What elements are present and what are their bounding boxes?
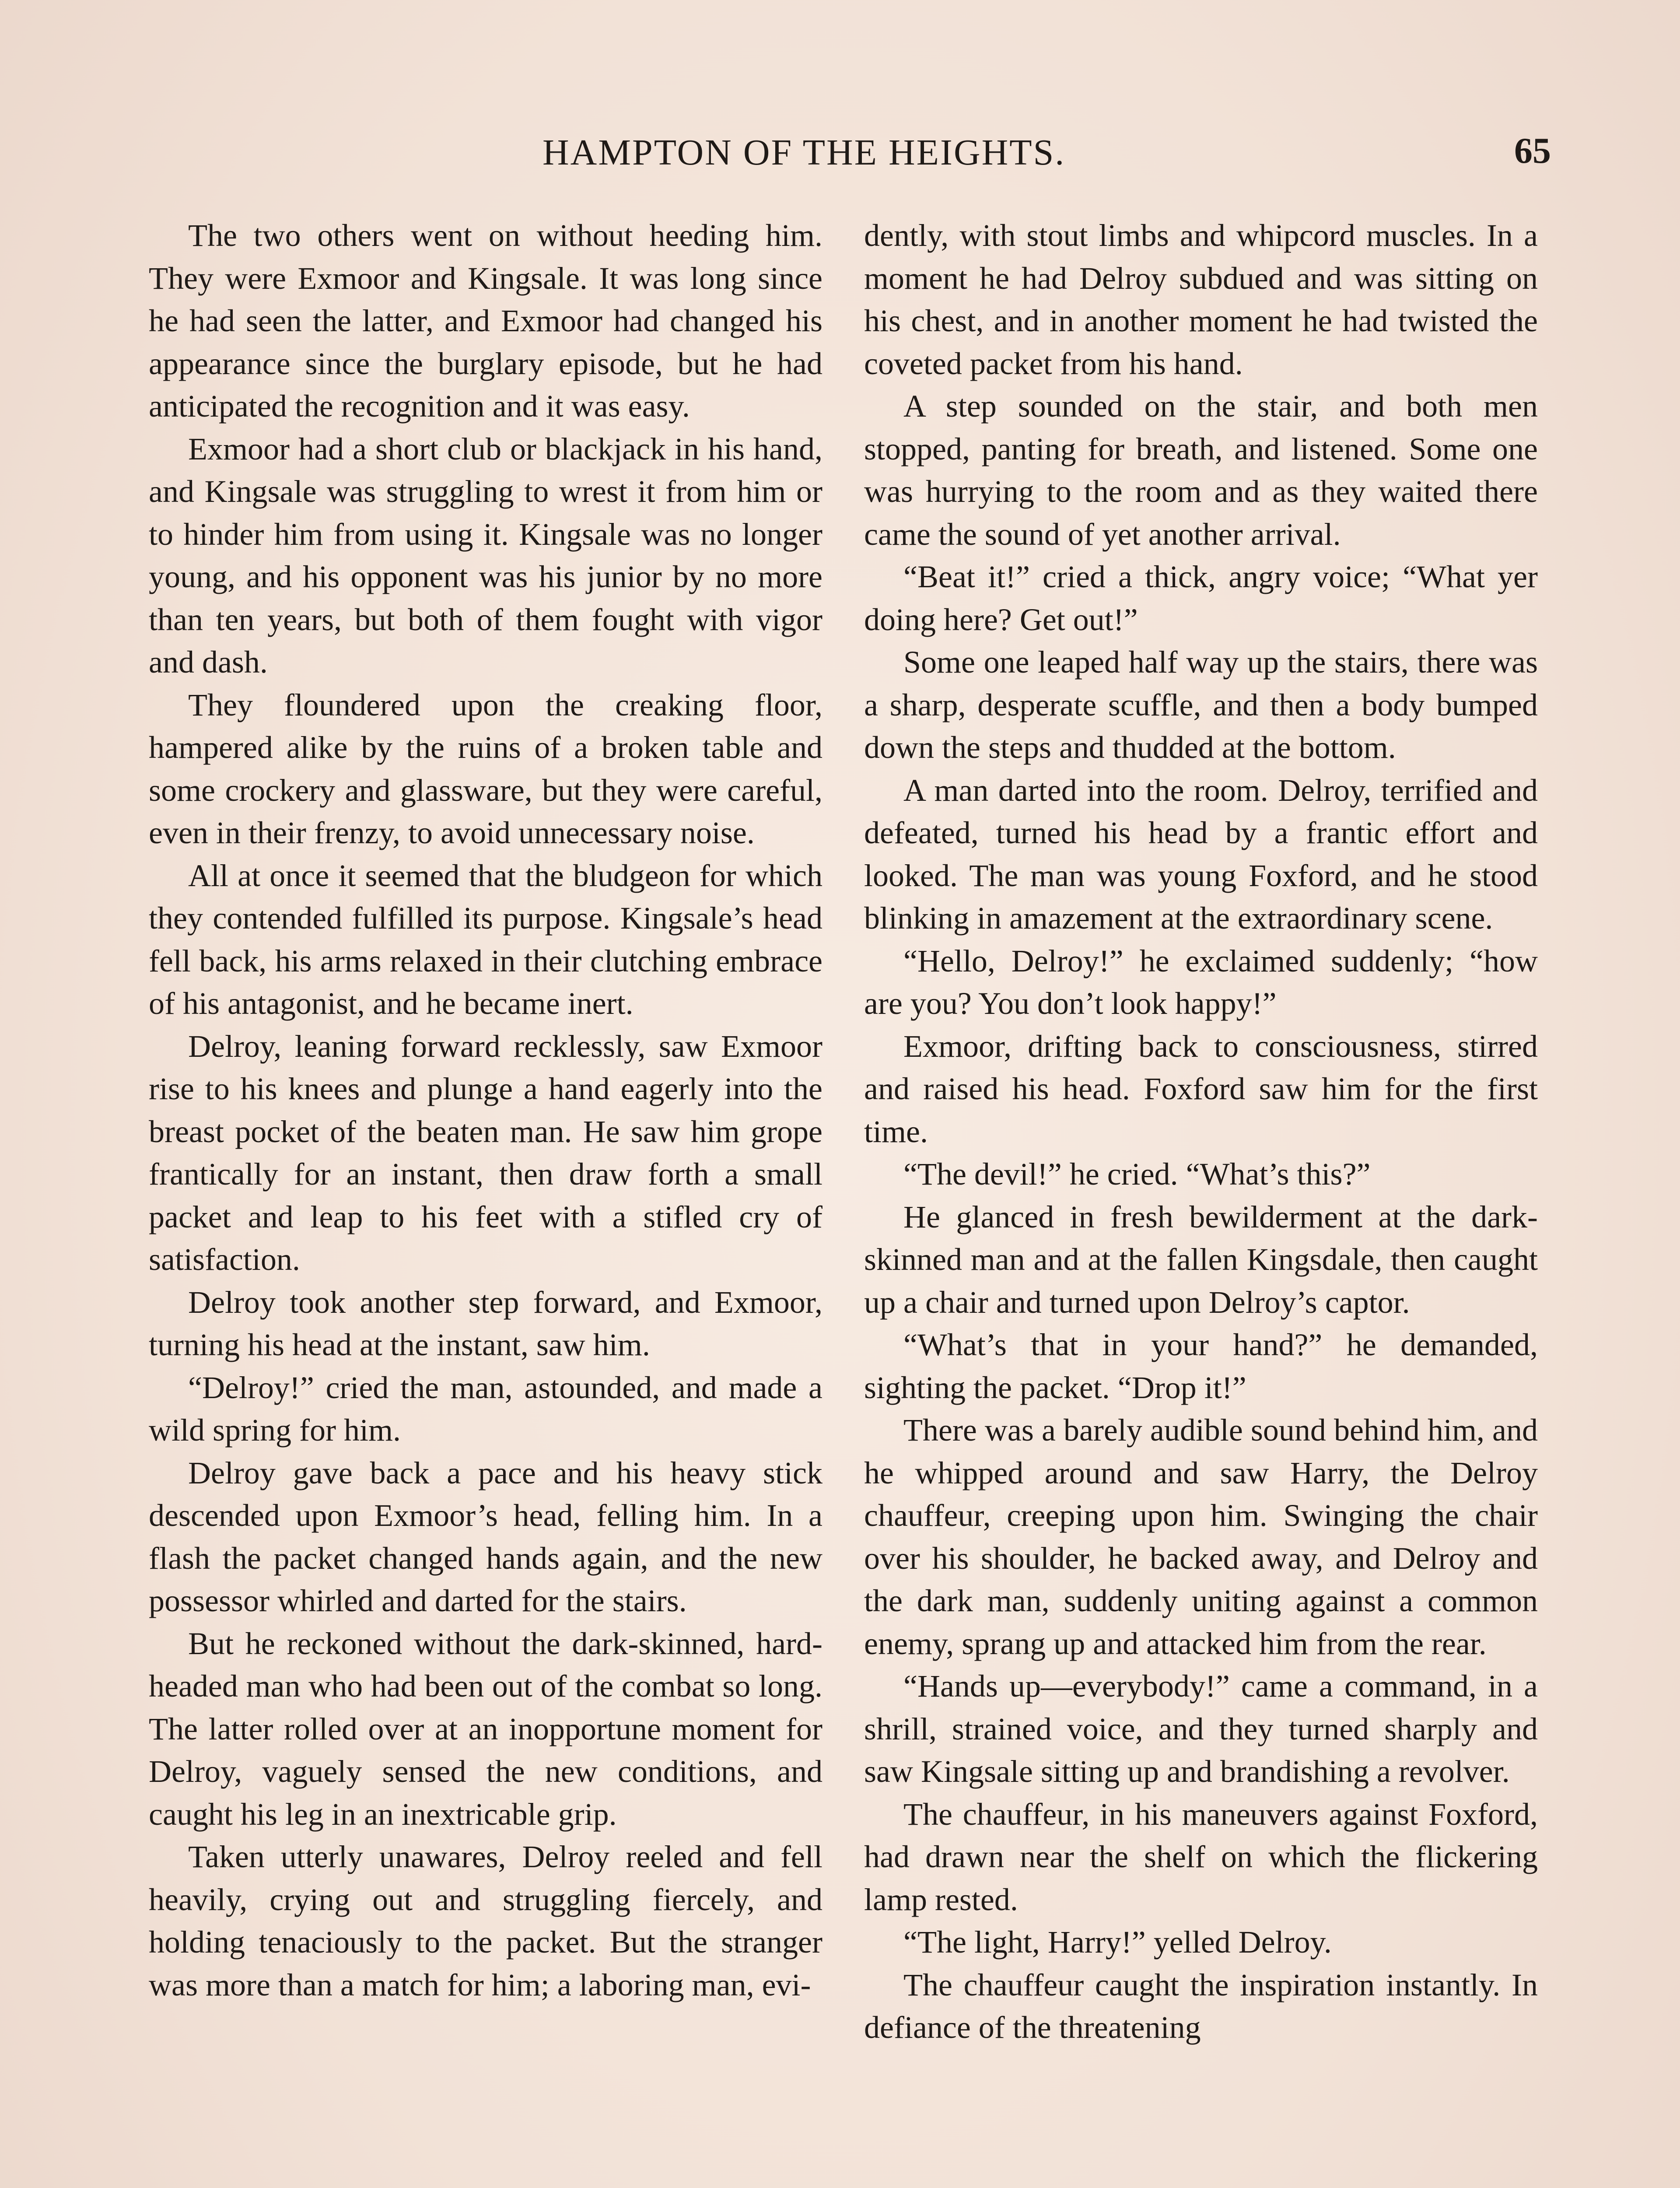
paragraph: “Hello, Delroy!” he exclaimed suddenly; “how are you? You don’t look happy!” — [864, 943, 1538, 1021]
paragraph: The chauffeur caught the inspiration instantly. In defiance of the threatening — [864, 1967, 1538, 2045]
paragraph: “What’s that in your hand?” he demanded, sighting the packet. “Drop it!” — [864, 1327, 1538, 1405]
paragraph: “Hands up—everybody!” came a command, in a shrill, strained voice, and they turned sharply and saw Kingsale sitting up and brandishing a revolver. — [864, 1669, 1538, 1789]
paragraph: But he reckoned without the dark-skinned, hard-headed man who had been out of the combat so long. The latter rolled over at an inopportune moment for Delroy, vaguely sensed the new conditions, and caught his leg in an inextricable grip. — [149, 1626, 822, 1832]
paragraph: Exmoor, drifting back to consciousness, stirred and raised his head. Foxford saw him for the first time. — [864, 1028, 1538, 1149]
paragraph: There was a barely audible sound behind him, and he whipped around and saw Harry, the Delroy chauffeur, creeping upon him. Swinging the chair over his shoulder, he backed away, and Delroy and the dark man, suddenly uniting against a common enemy, sprang up and attacked him from the rear. — [864, 1413, 1538, 1661]
paragraph: Some one leaped half way up the stairs, there was a sharp, desperate scuffle, and then a body bumped down the steps and thudded at the bottom. — [864, 645, 1538, 765]
paragraph: A step sounded on the stair, and both men stopped, panting for breath, and listened. Some one was hurrying to the room and as they waited there came the sound of yet another arrival. — [864, 389, 1538, 552]
paragraph: dently, with stout limbs and whipcord muscles. In a moment he had Delroy subdued and was sitting on his chest, and in another moment he had twisted the coveted packet from his hand. — [864, 218, 1538, 381]
right-text-column — [864, 214, 1538, 2049]
paragraph: Taken utterly unawares, Delroy reeled and fell heavily, crying out and struggling fiercely, and holding tenaciously to the packet. But the stranger was more than a match for him; a laboring man, evi- — [149, 1839, 822, 2002]
paragraph: The chauffeur, in his maneuvers against Foxford, had drawn near the shelf on which the flickering lamp rested. — [864, 1796, 1538, 1917]
paragraph: A man darted into the room. Delroy, terrified and defeated, turned his head by a frantic effort and looked. The man was young Foxford, and he stood blinking in amazement at the extraordinary scene. — [864, 772, 1538, 936]
paragraph: “The devil!” he cried. “What’s this?” — [903, 1157, 1371, 1192]
paragraph: “The light, Harry!” yelled Delroy. — [903, 1925, 1332, 1960]
paragraph: The two others went on without heeding him. They were Exmoor and Kingsale. It was long since he had seen the latter, and Exmoor had changed his appearance since the burglary episode, but he had anticipated the recognition and it was easy. — [149, 218, 822, 424]
page-number: 65 — [1514, 130, 1551, 171]
paragraph: Delroy, leaning forward recklessly, saw Exmoor rise to his knees and plunge a hand eagerly into the breast pocket of the beaten man. He saw him grope frantically for an instant, then draw forth a small packet and leap to his feet with a stifled cry of satisfaction. — [149, 1028, 822, 1277]
paragraph: Delroy took another step forward, and Exmoor, turning his head at the instant, saw him. — [149, 1284, 822, 1362]
left-text-column — [149, 214, 822, 2006]
paragraph: Delroy gave back a pace and his heavy stick descended upon Exmoor’s head, felling him. In a flash the packet changed hands again, and the new possessor whirled and darted for the stairs. — [149, 1455, 822, 1618]
paragraph: He glanced in fresh bewilderment at the dark-skinned man and at the fallen Kingsdale, then caught up a chair and turned upon Delroy’s captor. — [864, 1199, 1538, 1320]
paragraph: Exmoor had a short club or blackjack in his hand, and Kingsale was struggling to wrest it from him or to hinder him from using it. Kingsale was no longer young, and his opponent was his junior by no more than ten years, but both of them fought with vigor and dash. — [149, 431, 822, 680]
paragraph: “Beat it!” cried a thick, angry voice; “What yer doing here? Get out!” — [864, 559, 1538, 637]
paragraph: All at once it seemed that the bludgeon for which they contended fulfilled its purpose. Kingsale’s head fell back, his arms relaxed in their clutching embrace of his antagonist, and he became inert. — [149, 858, 822, 1021]
paragraph: They floundered upon the creaking floor, hampered alike by the ruins of a broken table and some crockery and glassware, but they were careful, even in their frenzy, to avoid unnecessary noise. — [149, 687, 822, 850]
running-title: HAMPTON OF THE HEIGHTS. — [542, 132, 1066, 173]
paragraph: “Delroy!” cried the man, astounded, and made a wild spring for him. — [149, 1370, 822, 1448]
